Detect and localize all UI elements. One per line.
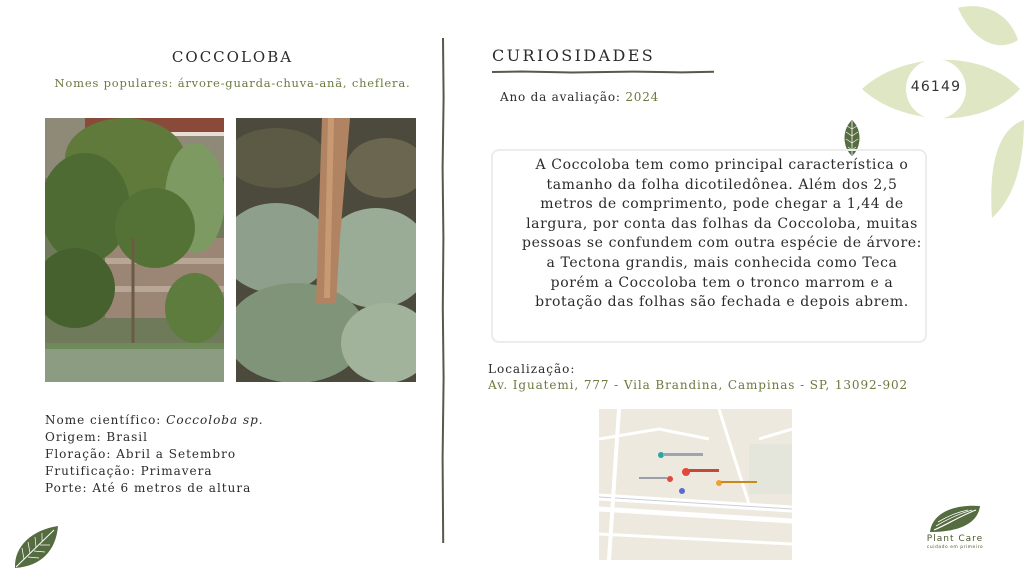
curiosity-text: A Coccoloba tem como principal característica o tamanho da folha dicotiledônea. Além dos 2,5 metros de comprimento, pode chegar a 1,44 de largura, por conta das folhas da Coccoloba, muitas pessoas se confundem com outra espécie de árvore: a Tectona grandis, mais conhecida como Teca porém a Coccoloba tem o tronco marrom e a brotação das folhas são fechada e depois abrem. (522, 157, 922, 311)
location-label: Localização: (488, 362, 576, 376)
origin-row: Origem: Brasil (45, 430, 148, 444)
brand-tagline: cuidado em primeiro (926, 545, 984, 550)
column-divider (440, 38, 446, 543)
scientific-name-label: Nome científico: (45, 413, 167, 427)
plant-title: COCCOLOBA (171, 48, 294, 66)
location-map (599, 409, 792, 560)
garden-photo-icon (45, 118, 224, 382)
plant-photo-trunk (236, 118, 416, 382)
section-title: CURIOSIDADES (492, 46, 656, 65)
plant-care-logo-icon (928, 504, 982, 534)
title-underline (492, 68, 714, 76)
scientific-name-row (45, 412, 264, 429)
plant-facts (45, 412, 264, 497)
location-address: Av. Iguatemi, 777 - Vila Brandina, Campinas - SP, 13092-902 (488, 378, 909, 392)
year-label: Ano da avaliação: (500, 90, 626, 104)
popular-names: Nomes populares: árvore-guarda-chuva-anã, cheflera. (54, 76, 411, 90)
map-icon (599, 409, 792, 560)
leaf-icon (12, 524, 60, 570)
brand-name: Plant Care (926, 534, 984, 544)
trunk-photo-icon (236, 118, 416, 382)
scientific-name-value: Coccoloba sp. (166, 413, 264, 427)
size-row: Porte: Até 6 metros de altura (45, 481, 252, 495)
fruiting-row: Frutificação: Primavera (45, 464, 213, 478)
evaluation-year (500, 90, 659, 104)
record-number: 46149 (910, 79, 962, 95)
plant-photo-garden (45, 118, 224, 382)
year-value: 2024 (625, 90, 660, 104)
flowering-row: Floração: Abril a Setembro (45, 447, 237, 461)
